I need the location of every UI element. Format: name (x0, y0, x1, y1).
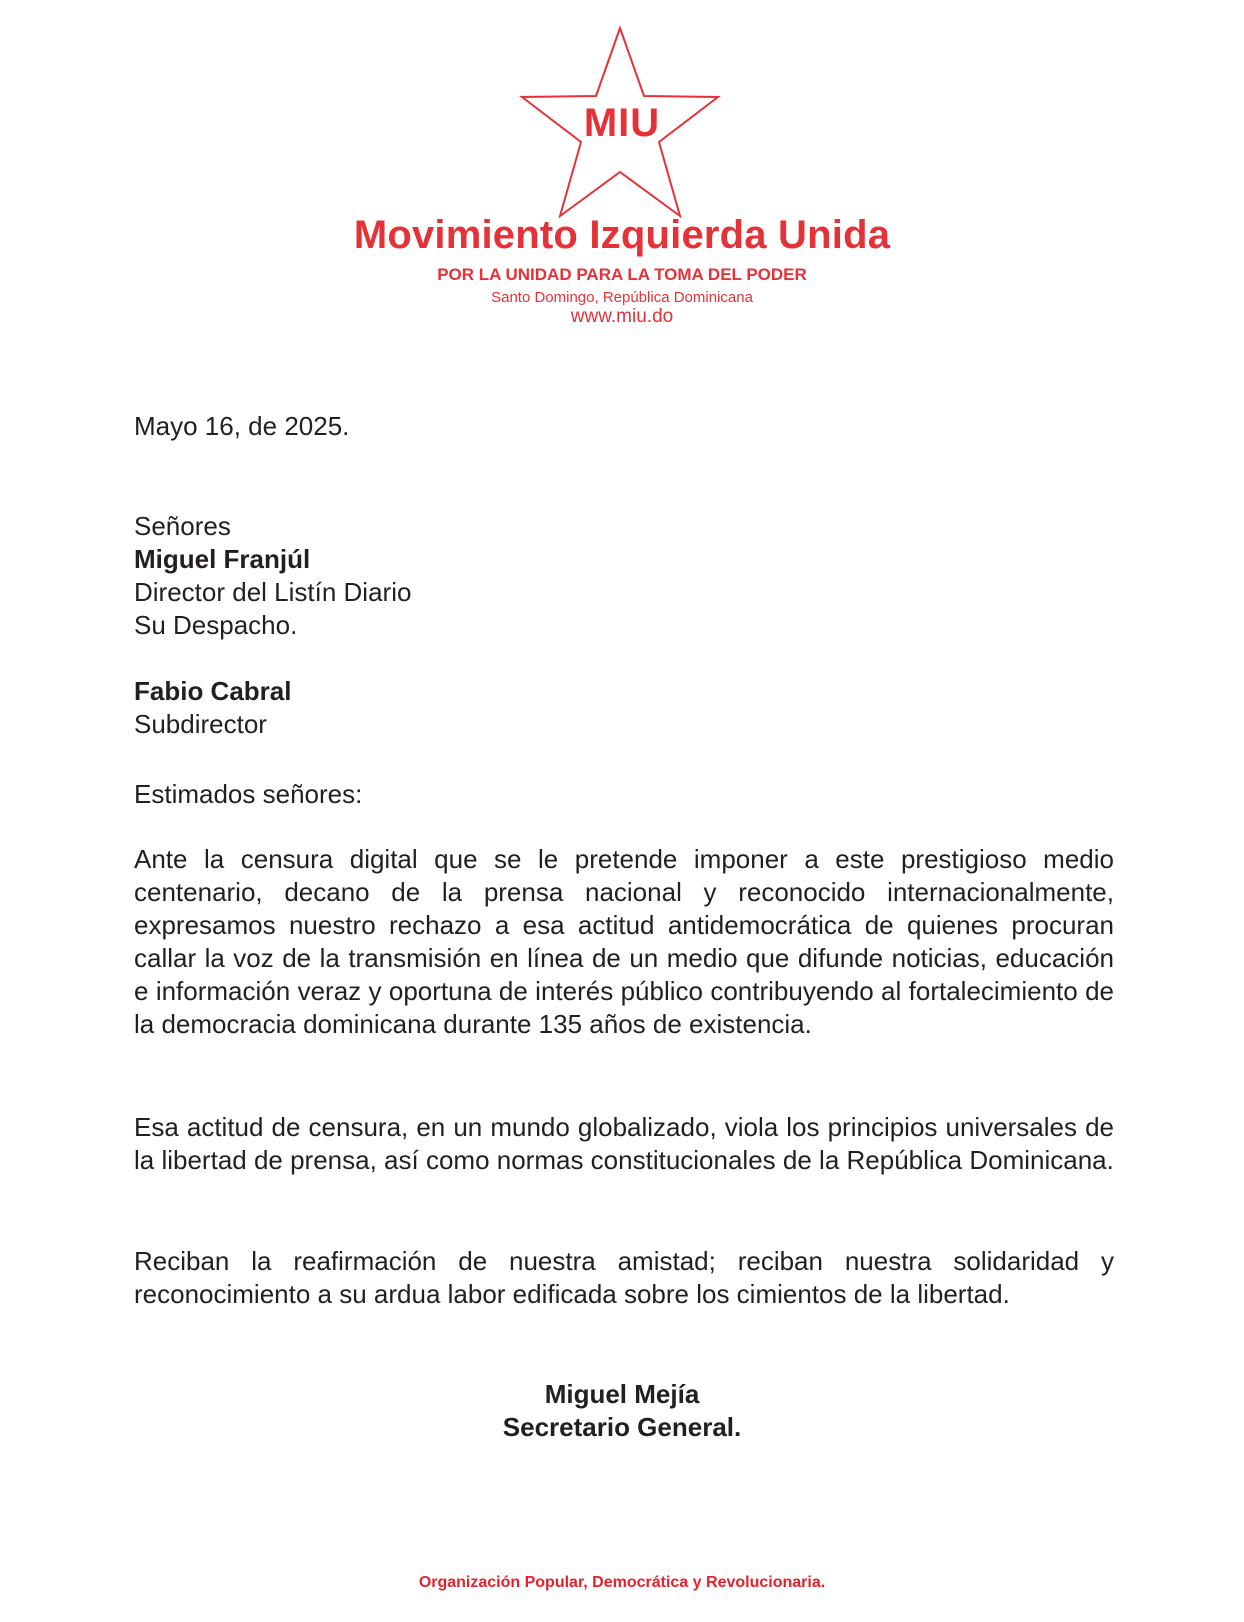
salutation: Estimados señores: (134, 779, 363, 809)
addressee-block (134, 510, 1114, 642)
addressee-title: Director del Listín Diario (134, 577, 412, 607)
body-paragraph-3: Reciban la reafirmación de nuestra amistad; reciban nuestra solidaridad y reconocimiento a su ardua labor edificada sobre los cimientos de la libertad. (134, 1246, 1114, 1309)
second-recipient-title: Subdirector (134, 709, 267, 739)
emblem-text: MIU (583, 101, 661, 145)
signature-title: Secretario General. (502, 1412, 742, 1442)
signature-block (0, 1378, 1244, 1444)
website: www.miu.do (570, 306, 674, 327)
footer-tagline: Organización Popular, Democrática y Revolucionaria. (418, 1574, 826, 1591)
addressee-name: Miguel Franjúl (134, 544, 311, 574)
signature-name: Miguel Mejía (544, 1379, 700, 1409)
organization-name: Movimiento Izquierda Unida (353, 213, 891, 257)
letterhead (0, 0, 1244, 340)
location: Santo Domingo, República Dominicana (491, 289, 753, 306)
addressee-honorific: Señores (134, 511, 231, 541)
addressee-office: Su Despacho. (134, 610, 298, 640)
body-paragraph-2: Esa actitud de censura, en un mundo globalizado, viola los principios universales de la libertad de prensa, así como normas constitucionales de la República Dominicana. (134, 1112, 1114, 1175)
letter-date: Mayo 16, de 2025. (134, 411, 350, 441)
slogan: POR LA UNIDAD PARA LA TOMA DEL PODER (437, 265, 807, 284)
second-recipient-block (134, 675, 1114, 741)
second-recipient-name: Fabio Cabral (134, 676, 292, 706)
body-paragraph-1: Ante la censura digital que se le pretende imponer a este prestigioso medio centenario, decano de la prensa nacional y reconocido internacionalmente, expresamos nuestro rechazo a esa actitud antidemocrática de quienes procuran callar la voz de la transmisión en línea de un medio que difunde noticias, educación e información veraz y oportuna de interés público contribuyendo al fortalecimiento de la democracia dominicana durante 135 años de existencia. (134, 844, 1114, 1039)
